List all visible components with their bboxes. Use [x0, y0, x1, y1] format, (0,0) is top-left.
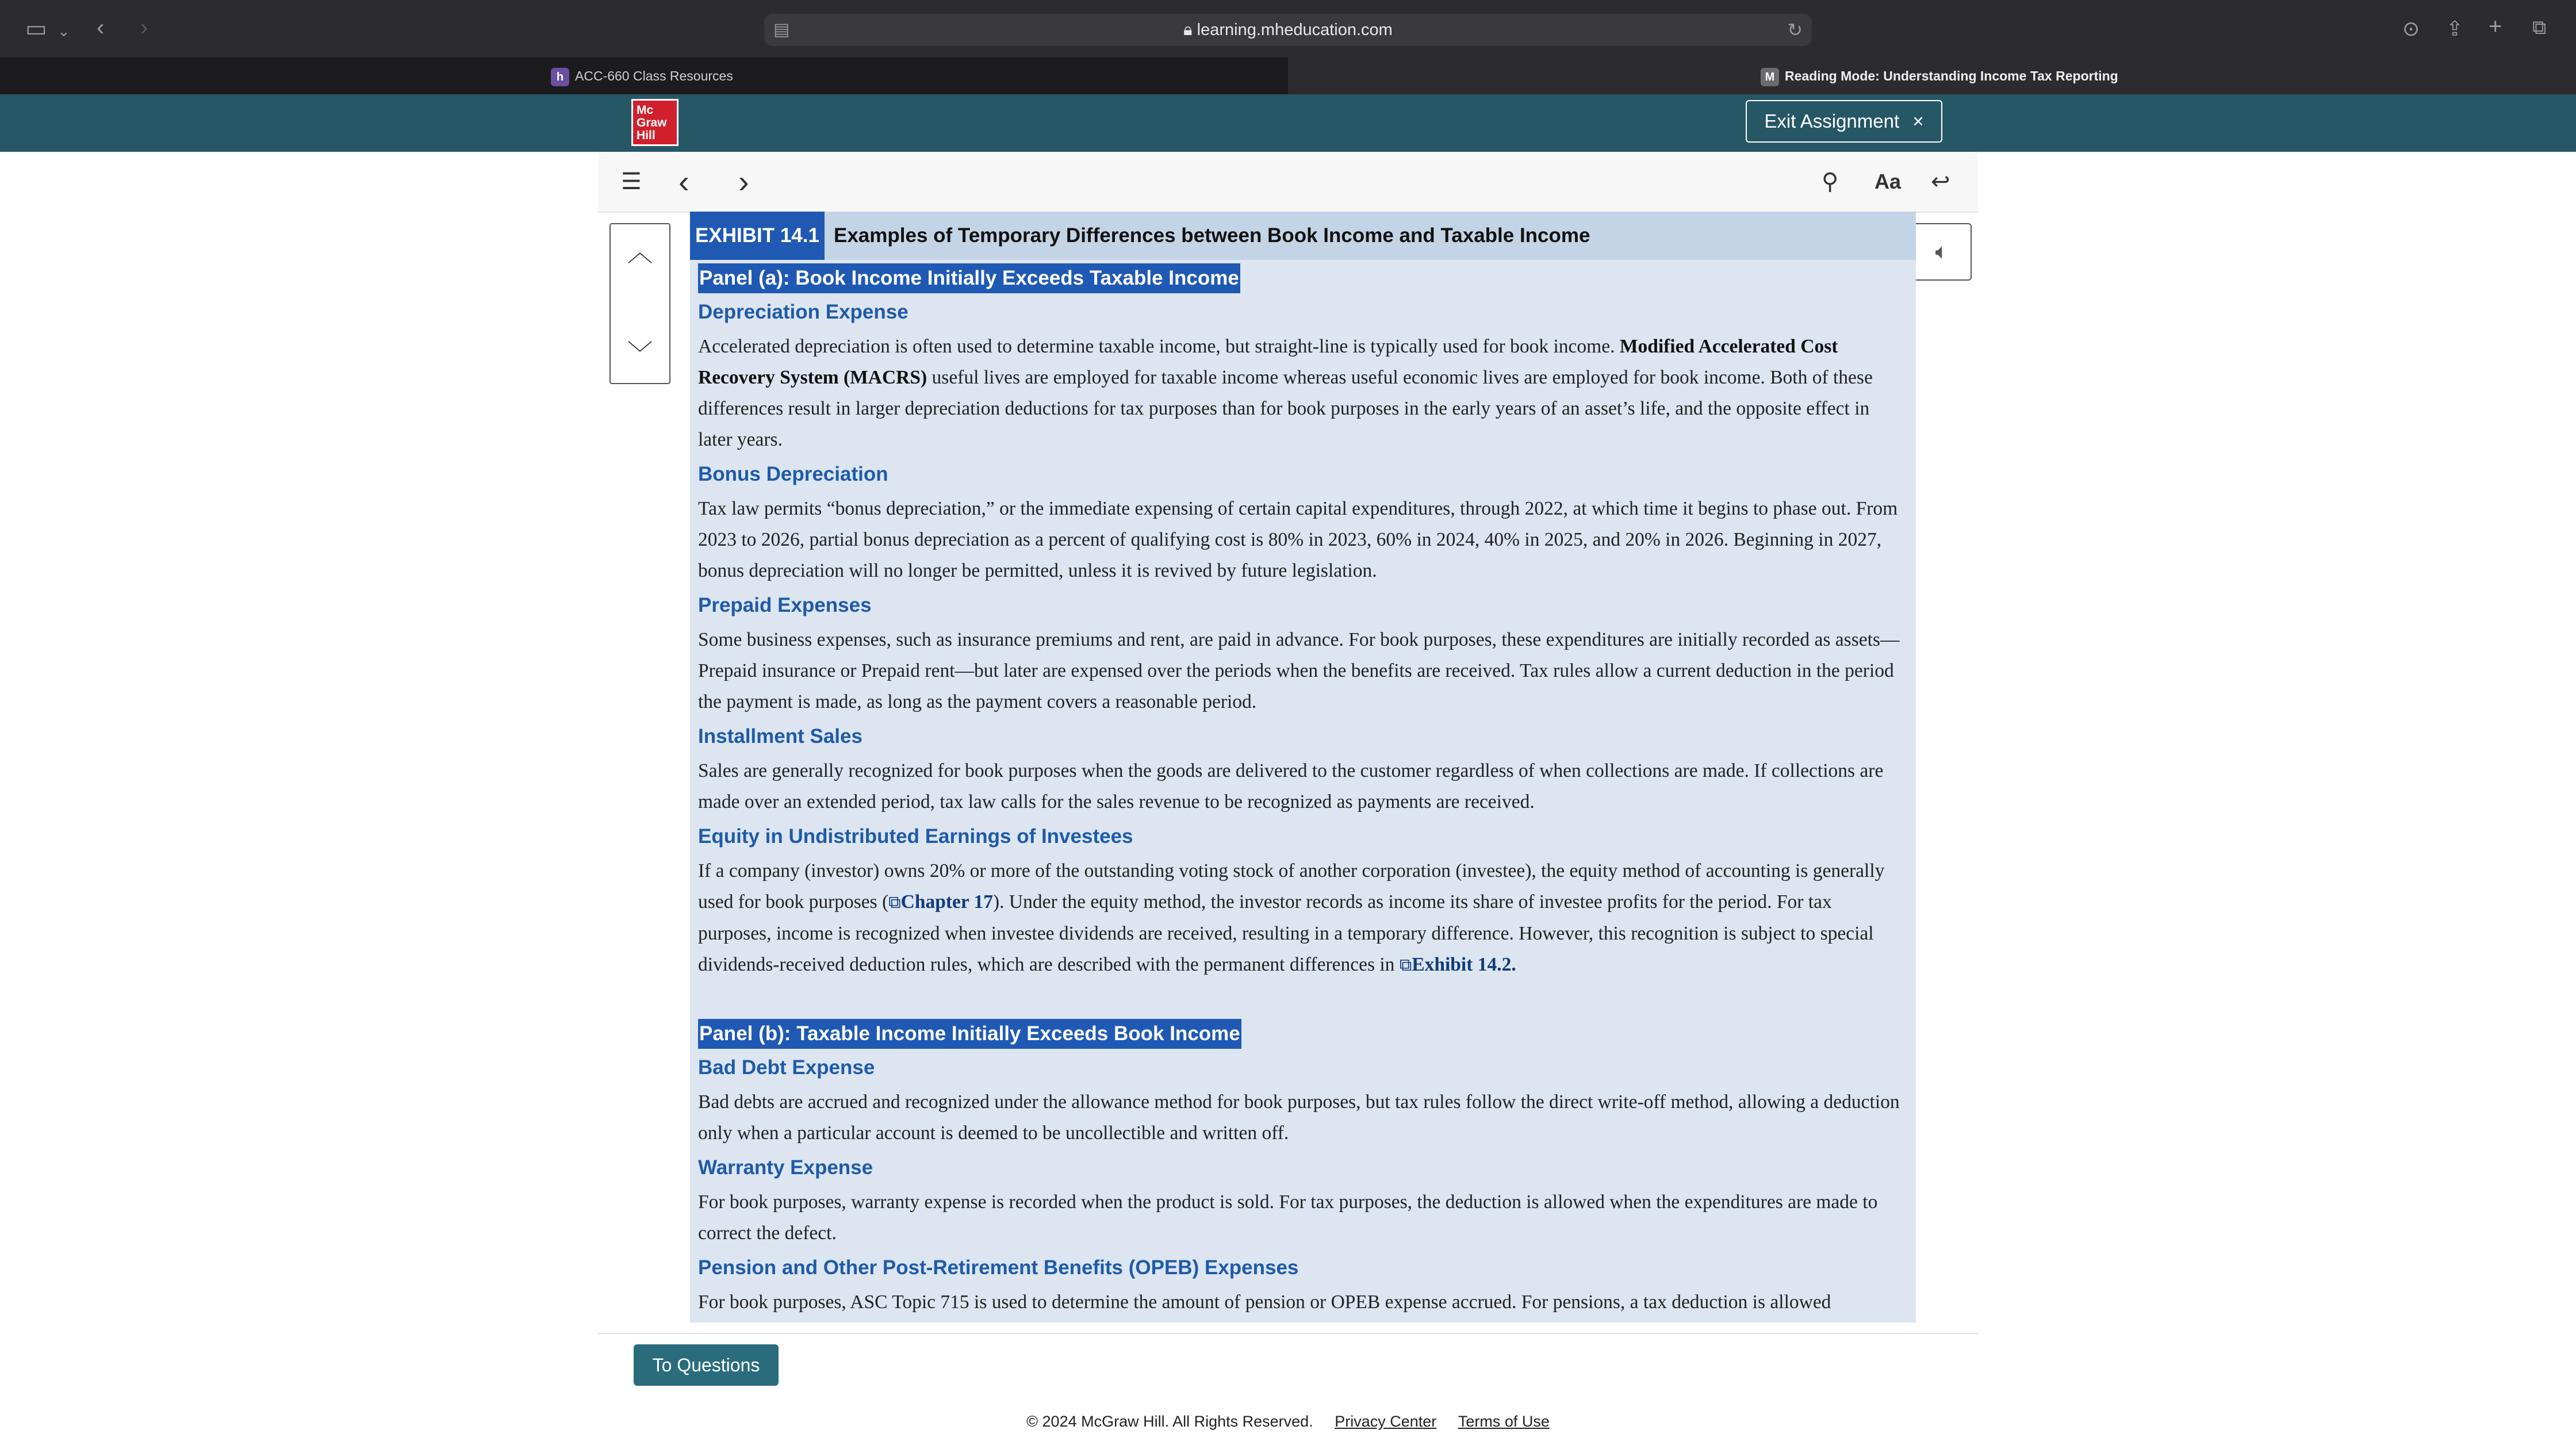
table-of-contents-icon[interactable]: ☰: [621, 169, 642, 194]
lock-icon: 🔒︎: [1183, 21, 1197, 39]
reader-icon[interactable]: ▤: [773, 20, 790, 39]
section-text: For book purposes, ASC Topic 715 is used to determine the amount of pension or OPEB expense accrued. For pensions, a tax deduction is allowed: [698, 1291, 1831, 1313]
scroll-up-icon[interactable]: ︿: [627, 239, 653, 267]
chapter-17-link[interactable]: Chapter 17: [900, 891, 994, 913]
section-text: If a company (investor) owns 20% or more of the outstanding voting stock of another corporation (investee), the equity method of accounting is generally used for book purposes (⧉Chapter 17). Under the equity method, the investor records as income its share of investee profits for the period. For tax purposes, income is recognized when investee dividends are received, resulting in a temporary difference. However, this recognition is subject to special dividends-received deduction rules, which are described with the permanent differences in ⧉Exhibit 14.2.: [698, 860, 1885, 975]
section-text: For book purposes, warranty expense is recorded when the product is sold. For tax purposes, the deduction is allowed when the expenditures are made to correct the defect.: [698, 1191, 1878, 1244]
reload-icon[interactable]: ↻: [1787, 20, 1803, 40]
external-link-icon: ⧉: [888, 893, 901, 912]
scroll-controls: [610, 223, 670, 384]
macrs-term: Modified Accelerated Cost Recovery System (MACRS): [698, 336, 1838, 388]
new-tab-icon[interactable]: +: [2489, 14, 2502, 39]
section-heading: Bonus Depreciation: [698, 463, 888, 485]
chevron-down-icon[interactable]: ⌄: [57, 22, 70, 40]
forward-icon[interactable]: ›: [140, 15, 148, 40]
speaker-icon: 🔈︎: [1935, 240, 1949, 264]
panel-b-heading: Panel (b): Taxable Income Initially Exceeds Book Income: [698, 1019, 1241, 1049]
tab-class-resources[interactable]: [0, 57, 1288, 94]
url-text: learning.mheducation.com: [1197, 21, 1393, 39]
tab-label: ACC-660 Class Resources: [575, 68, 733, 83]
to-questions-button[interactable]: To Questions: [634, 1344, 779, 1386]
font-size-button[interactable]: Aa: [1874, 170, 1902, 193]
previous-page-icon[interactable]: ‹: [678, 163, 689, 200]
tab-label: Reading Mode: Understanding Income Tax Reporting: [1785, 68, 2118, 83]
app-header: [0, 94, 2576, 152]
exhibit-title: Examples of Temporary Differences between Book Income and Taxable Income: [834, 224, 1590, 247]
search-icon[interactable]: ⚲: [1822, 169, 1839, 194]
section-heading: Prepaid Expenses: [698, 594, 872, 616]
address-bar[interactable]: [764, 14, 1812, 46]
privacy-center-link[interactable]: Privacy Center: [1335, 1413, 1437, 1430]
back-icon[interactable]: ‹: [97, 15, 105, 40]
section-heading: Warranty Expense: [698, 1156, 873, 1179]
tab-favicon: M: [1761, 68, 1779, 86]
exhibit-number: EXHIBIT 14.1: [690, 212, 825, 260]
close-icon: ×: [1912, 110, 1924, 132]
reader-toolbar: [598, 152, 1978, 213]
panel-a-heading: Panel (a): Book Income Initially Exceeds Taxable Income: [698, 263, 1240, 293]
scroll-down-icon[interactable]: ﹀: [627, 340, 653, 368]
section-text: Some business expenses, such as insurance premiums and rent, are paid in advance. For book purposes, these expenditures are initially recorded as assets—Prepaid insurance or Prepaid rent—but later are expensed over the periods when the benefits are received. Tax rules allow a current deduction in the period the payment is made, as long as the payment covers a reasonable period.: [698, 629, 1900, 712]
share-icon[interactable]: ⇪: [2446, 17, 2464, 40]
section-text: Sales are generally recognized for book purposes when the goods are delivered to the customer regardless of when collections are made. If collections are made over an extended period, tax law calls for the sales revenue to be recognized as payments are received.: [698, 760, 1884, 812]
read-aloud-button[interactable]: [1912, 223, 1972, 281]
exhibit-header: [690, 212, 1916, 260]
next-page-icon[interactable]: ›: [738, 163, 749, 200]
external-link-icon: ⧉: [1399, 956, 1412, 975]
section-heading: Pension and Other Post-Retirement Benefits (OPEB) Expenses: [698, 1256, 1299, 1279]
mcgraw-hill-logo: Mc Graw Hill: [631, 99, 678, 146]
section-text: Bad debts are accrued and recognized under the allowance method for book purposes, but tax rules follow the direct write-off method, allowing a deduction only when a particular account is deemed to be uncollectible and written off.: [698, 1091, 1900, 1144]
section-text: Accelerated depreciation is often used to determine taxable income, but straight-line is typically used for book income. Modified Accelerated Cost Recovery System (MACRS) useful lives are employed for taxable income whereas useful economic lives are employed for book income. Both of these differences result in larger depreciation deductions for tax purposes than for book purposes in the early years of an asset’s life, and the opposite effect in later years.: [698, 336, 1873, 450]
exhibit-content: [698, 260, 1908, 1322]
tab-favicon: h: [551, 68, 569, 86]
reader-bottom-bar: [598, 1333, 1978, 1395]
browser-toolbar: [0, 0, 2576, 57]
exit-assignment-label: Exit Assignment: [1764, 110, 1900, 132]
terms-of-use-link[interactable]: Terms of Use: [1458, 1413, 1550, 1430]
section-heading: Installment Sales: [698, 725, 862, 747]
sidebar-toggle-icon[interactable]: ▭: [25, 16, 47, 41]
section-heading: Depreciation Expense: [698, 301, 908, 323]
downloads-icon[interactable]: ⊙: [2402, 17, 2420, 40]
return-icon[interactable]: ↩: [1931, 169, 1950, 194]
section-heading: Equity in Undistributed Earnings of Investees: [698, 825, 1133, 848]
exhibit-14-1: [690, 212, 1916, 1322]
reader-panel: [598, 152, 1978, 1394]
exit-assignment-button[interactable]: [1746, 100, 1942, 143]
section-text: Tax law permits “bonus depreciation,” or the immediate expensing of certain capital expenditures, through 2022, at which time it begins to phase out. From 2023 to 2026, partial bonus depreciation as a percent of qualifying cost is 80% in 2023, 60% in 2024, 40% in 2025, and 20% in 2026. Beginning in 2027, bonus depreciation will no longer be permitted, unless it is revived by future legislation.: [698, 498, 1898, 581]
section-heading: Bad Debt Expense: [698, 1056, 875, 1079]
tab-reading-mode[interactable]: [1288, 57, 2576, 94]
tab-bar: [0, 57, 2576, 94]
page-footer: [0, 1394, 2576, 1449]
copyright-text: © 2024 McGraw Hill. All Rights Reserved.: [1026, 1413, 1313, 1430]
tab-overview-icon[interactable]: ⧉: [2532, 17, 2547, 39]
exhibit-14-2-link[interactable]: Exhibit 14.2.: [1412, 954, 1516, 975]
